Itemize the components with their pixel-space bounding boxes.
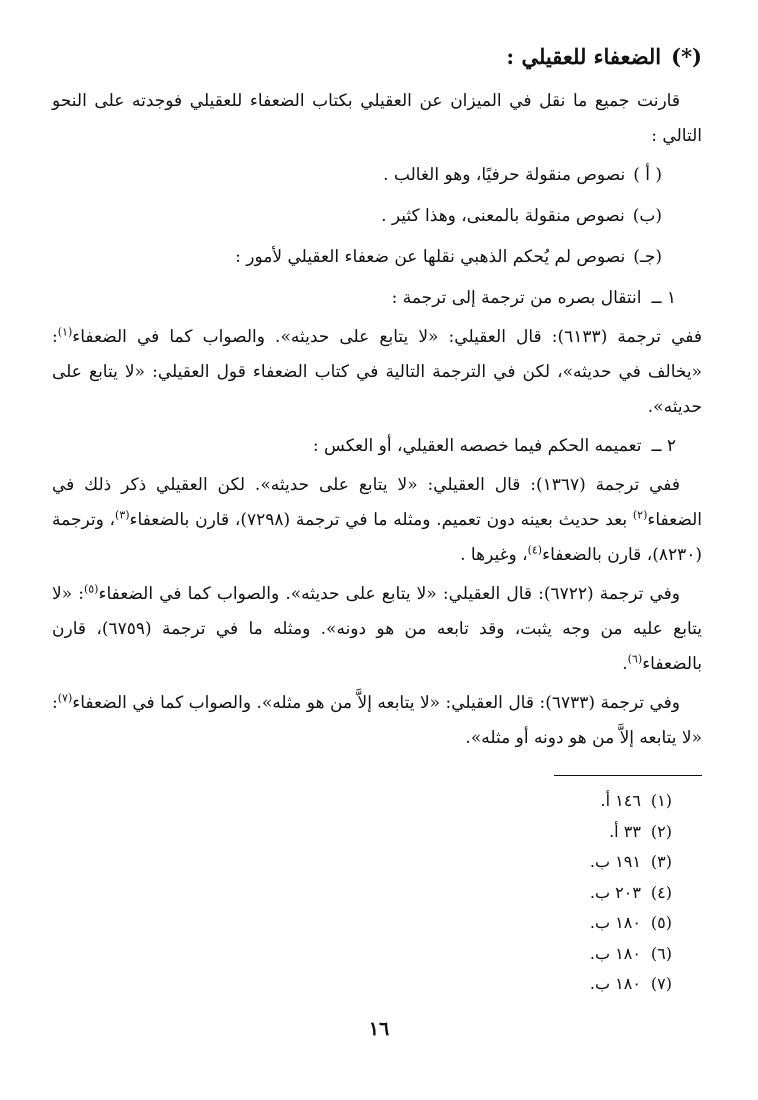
footnote-ref: (٣) xyxy=(115,508,130,522)
point-1-paragraph: ففي ترجمة (٦١٣٣): قال العقيلي: «لا يتابع على حديثه». والصواب كما في الضعفاء$^{(١)}$: «يخالف في حديثه»، لكن في الترجمة التالية في كتاب الضعفاء قول العقيلي: «لا يتابع على حديثه». xyxy=(52,325,702,417)
footnote-text: ١٨٠ ب. xyxy=(589,913,641,932)
footnote-ref: (٥) xyxy=(83,582,99,596)
section-heading xyxy=(52,34,702,80)
footnote-text: ١٩١ ب. xyxy=(589,852,641,871)
footnote-text: ٢٠٣ ب. xyxy=(589,882,641,902)
footnote-ref: (٧) xyxy=(57,691,73,705)
footnote-number: (٧) xyxy=(650,974,672,993)
category-item xyxy=(52,240,702,275)
footnote-text: ١٤٦ أ. xyxy=(600,791,641,810)
point-2-label: ٢ ــ xyxy=(651,436,676,456)
category-label: (ب) xyxy=(632,206,662,226)
footnote-number: (١) xyxy=(650,791,672,810)
footnote-separator xyxy=(554,775,702,776)
footnotes xyxy=(590,786,672,1000)
footnote-text: ٣٣ أ. xyxy=(609,821,641,841)
footnote-item xyxy=(590,786,672,817)
footnote-item xyxy=(590,817,672,848)
footnote-number: (٣) xyxy=(650,852,672,871)
footnote-item xyxy=(590,847,672,878)
footnote-number: (٤) xyxy=(650,882,672,902)
page-number: ١٦ xyxy=(368,1018,390,1040)
footnote-number: (٥) xyxy=(650,913,672,932)
category-item xyxy=(52,158,702,193)
category-text: نصوص لم يُحكم الذهبي نقلها عن ضعفاء العقيلي لأمور : xyxy=(235,247,626,267)
footnote-item xyxy=(590,969,672,1000)
main-text xyxy=(52,34,702,760)
point-2-paragraph-1: ففي ترجمة (١٣٦٧): قال العقيلي: «لا يتابع على حديثه». لكن العقيلي ذكر ذلك في الضعفاء$^{(٢)}$ بعد حديث بعينه دون تعميم. ومثله ما في ترجمة (٧٢٩٨)، قارن بالضعفاء$^{(٣)}$، وترجمة (٨٢٣٠)، قارن بالضعفاء$^{(٤)}$، وغيرها . xyxy=(52,475,702,565)
point-1-title xyxy=(52,281,702,316)
heading-marker: (*) xyxy=(671,44,702,69)
footnote-ref: (٢) xyxy=(632,508,648,522)
point-2-title xyxy=(52,429,702,464)
category-text: نصوص منقولة حرفيًا، وهو الغالب . xyxy=(383,165,626,185)
footnote-ref: (٦) xyxy=(627,652,643,666)
footnote-ref: (١) xyxy=(57,325,73,339)
point-1-title-text: انتقال بصره من ترجمة إلى ترجمة : xyxy=(391,288,642,308)
footnote-text: ١٨٠ ب. xyxy=(589,943,641,963)
footnote-number: (٢) xyxy=(650,821,672,841)
footnote-item xyxy=(590,939,672,970)
heading-title: الضعفاء للعقيلي : xyxy=(506,44,662,69)
category-label: ( أ ) xyxy=(633,165,662,185)
footnote-item xyxy=(590,908,672,939)
footnote-text: ١٨٠ ب. xyxy=(589,974,641,993)
intro-paragraph: قارنت جميع ما نقل في الميزان عن العقيلي بكتاب الضعفاء للعقيلي فوجدته على النحو التالي : xyxy=(52,91,702,146)
point-2-title-text: تعميمه الحكم فيما خصصه العقيلي، أو العكس : xyxy=(312,436,642,456)
footnote-item xyxy=(590,878,672,909)
point-2-paragraph-2: وفي ترجمة (٦٧٢٢): قال العقيلي: «لا يتابع على حديثه». والصواب كما في الضعفاء$^{(٥)}$: «لا يتابع عليه من وجه يثبت، وقد تابعه من هو دونه». ومثله ما في ترجمة (٦٧٥٩)، قارن بالضعفاء$^{(٦)}$. xyxy=(52,582,702,674)
category-item xyxy=(52,199,702,234)
point-1-label: ١ ــ xyxy=(651,288,676,308)
category-text: نصوص منقولة بالمعنى، وهذا كثير . xyxy=(381,206,625,226)
category-label: (جـ) xyxy=(633,247,662,267)
footnote-ref: (٤) xyxy=(527,543,543,557)
point-2-paragraph-3: وفي ترجمة (٦٧٣٣): قال العقيلي: «لا يتابعه إلاَّ من هو مثله». والصواب كما في الضعفاء$^{(٧)}$: «لا يتابعه إلاَّ من هو دونه أو مثله». xyxy=(52,691,702,748)
footnote-number: (٦) xyxy=(650,943,672,963)
